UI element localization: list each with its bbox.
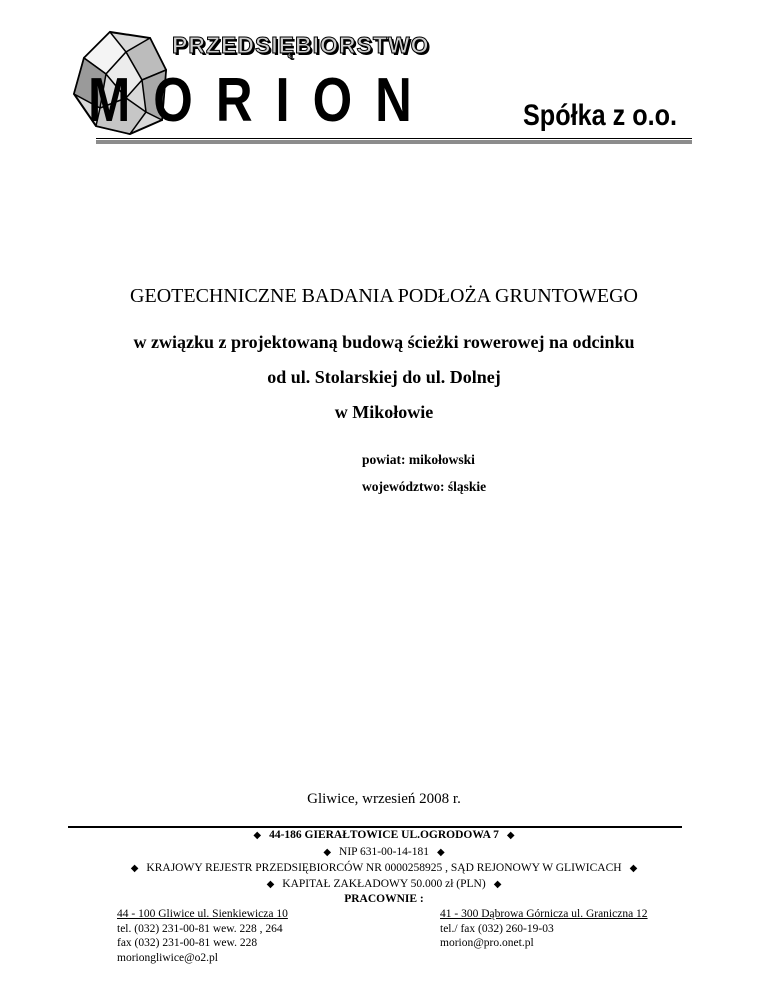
footer-nip-line — [0, 845, 768, 860]
office-gliwice-address: 44 - 100 Gliwice ul. Sienkiewicza 10 — [117, 908, 288, 920]
diamond-bullet-icon: ◆ — [130, 863, 139, 874]
footer-address-line — [0, 828, 768, 843]
office-dabrowa-address: 41 - 300 Dąbrowa Górnicza ul. Graniczna 12 — [440, 908, 648, 920]
diamond-bullet-icon: ◆ — [436, 847, 445, 858]
registry-info: KRAJOWY REJESTR PRZEDSIĘBIORCÓW NR 0000258925 , SĄD REJONOWY W GLIWICACH — [146, 862, 622, 874]
subtitle-line-1: w związku z projektowaną budową ścieżki rowerowej na odcinku — [133, 332, 635, 352]
office-dabrowa — [440, 907, 648, 951]
letterhead-rule — [96, 138, 692, 139]
subtitle-line-3: w Mikołowie — [334, 402, 434, 422]
subtitle-line-2: od ul. Stolarskiej do ul. Dolnej — [267, 367, 501, 387]
company-address: 44-186 GIERAŁTOWICE UL.OGRODOWA 7 — [269, 829, 499, 841]
company-heading: PRZEDSIĘBIORSTWO — [172, 32, 430, 58]
office-gliwice-email: moriongliwice@o2.pl — [117, 951, 218, 964]
nip-number: NIP 631-00-14-181 — [339, 846, 429, 858]
office-gliwice — [117, 907, 288, 965]
share-capital: KAPITAŁ ZAKŁADOWY 50.000 zł (PLN) — [282, 878, 486, 890]
office-dabrowa-phone: tel./ fax (032) 260-19-03 — [440, 922, 554, 935]
diamond-bullet-icon: ◆ — [506, 830, 515, 841]
diamond-bullet-icon: ◆ — [323, 847, 332, 858]
diamond-bullet-icon: ◆ — [493, 879, 502, 890]
offices-heading: PRACOWNIE : — [344, 893, 424, 905]
footer-capital-line — [0, 877, 768, 892]
letterhead-rule-shadow — [96, 140, 692, 144]
company-name: MORION — [88, 66, 435, 135]
county: powiat: mikołowski — [362, 452, 475, 467]
place-date: Gliwice, wrzesień 2008 r. — [307, 791, 461, 807]
footer-registry-line — [0, 861, 768, 876]
document-title: GEOTECHNICZNE BADANIA PODŁOŻA GRUNTOWEGO — [130, 285, 638, 307]
legal-form: Spółka z o.o. — [523, 99, 678, 132]
office-gliwice-phone: tel. (032) 231-00-81 wew. 228 , 264 — [117, 922, 283, 935]
office-dabrowa-email: morion@pro.onet.pl — [440, 937, 534, 949]
diamond-bullet-icon: ◆ — [266, 879, 275, 890]
diamond-bullet-icon: ◆ — [253, 830, 262, 841]
office-gliwice-fax: fax (032) 231-00-81 wew. 228 — [117, 937, 258, 949]
voivodeship: województwo: śląskie — [362, 479, 487, 494]
diamond-bullet-icon: ◆ — [629, 863, 638, 874]
